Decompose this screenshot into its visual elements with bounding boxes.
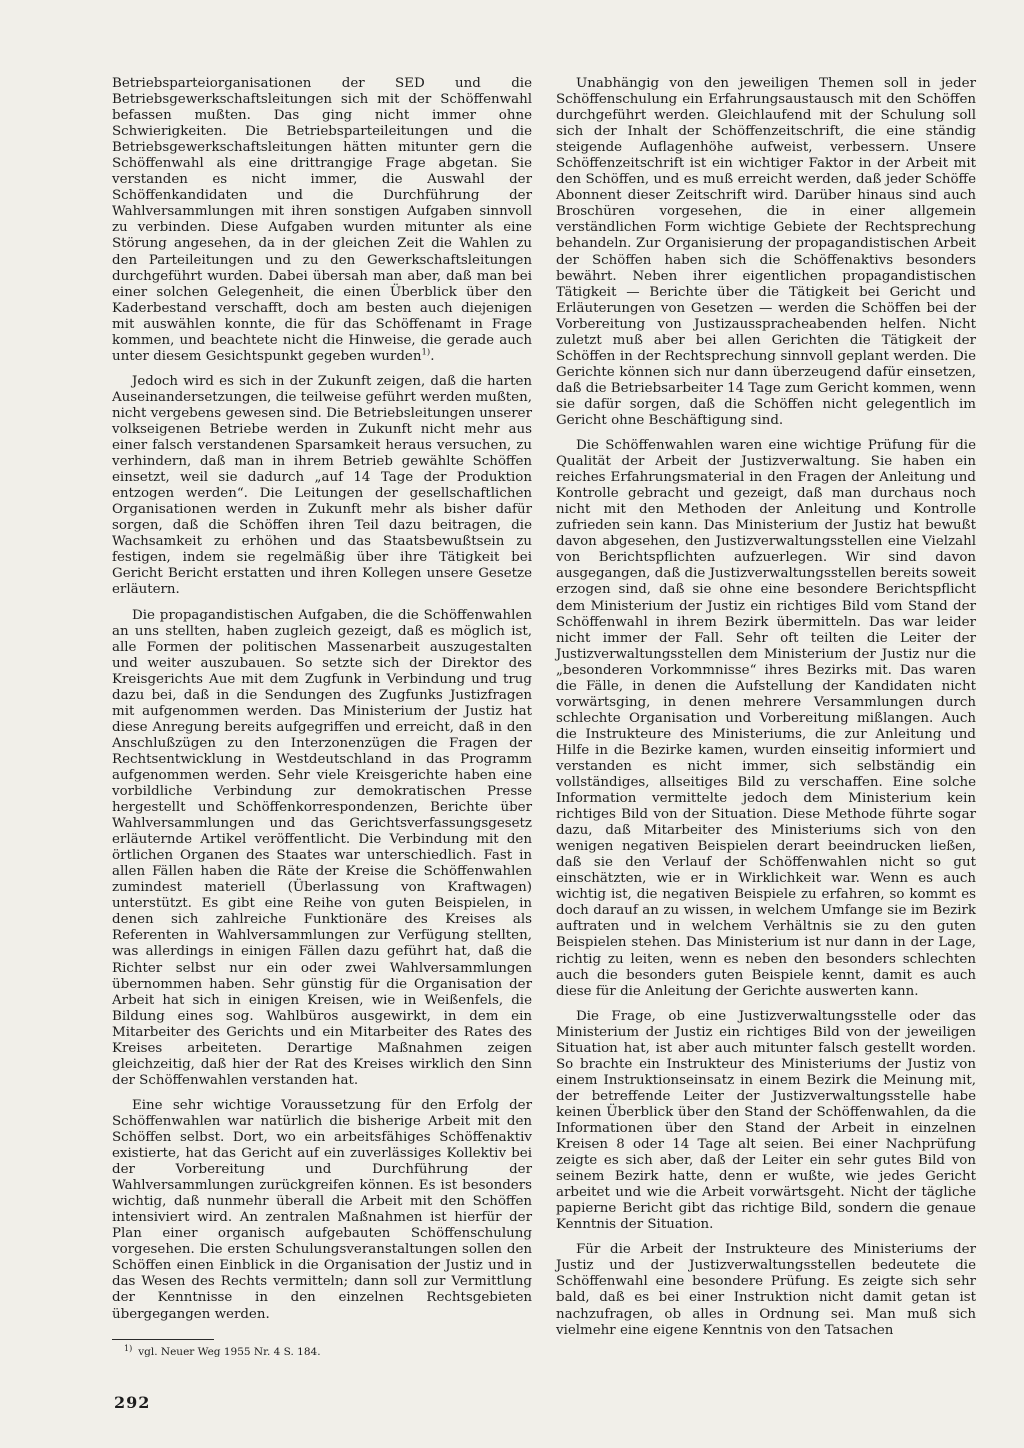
footnote-text: vgl. Neuer Weg 1955 Nr. 4 S. 184. <box>138 1346 321 1358</box>
paragraph: Die propagandistischen Aufgaben, die die Schöffenwahlen an uns stellten, haben zugleich gezeigt, daß es möglich ist, alle Formen der politischen Massenarbeit auszugestalten und weiter auszubauen. So setzte sich der Direktor des Kreisgerichts Aue mit dem Zugfunk in Verbindung und trug dazu bei, daß in die Sendungen des Zugfunks Justizfragen mit aufgenommen werden. Das Ministerium der Justiz hat diese Anregung bereits aufgegriffen und erreicht, daß in den Anschlußzügen zu den Interzonenzügen die Fragen der Rechtsentwicklung in Westdeutschland in das Programm aufgenommen werden. Sehr viele Kreisgerichte haben eine vorbildliche Verbindung zur demokratischen Presse hergestellt und Schöffenkorrespondenzen, Berichte über Wahlversammlungen und das Gerichtsverfassungsgesetz erläuternde Artikel veröffentlicht. Die Verbindung mit den örtlichen Organen des Staates war unterschiedlich. Fast in allen Fällen haben die Räte der Kreise die Schöffenwahlen zumindest materiell (Überlassung von Kraftwagen) unterstützt. Es gibt eine Reihe von guten Beispielen, in denen sich zahlreiche Funktionäre des Kreises als Referenten in Wahlversammlungen zur Verfügung stellten, was allerdings in einigen Fällen dazu geführt hat, daß die Richter selbst nur ein oder zwei Wahlversammlungen übernommen haben. Sehr günstig für die Organisation der Arbeit hat sich in einigen Kreisen, wie in Weißenfels, die Bildung eines sog. Wahlbüros ausgewirkt, in dem ein Mitarbeiter des Gerichts und ein Mitarbeiter des Rates des Kreises arbeiteten. Derartige Maßnahmen zeigen gleichzeitig, daß hier der Rat des Kreises wirklich den Sinn der Schöffenwahlen verstanden hat. <box>112 607 532 1088</box>
footnote-reference: 1) <box>421 347 431 358</box>
paragraph-text: Betriebsparteiorganisationen der SED und die Betriebsgewerkschaftsleitungen sich mit der Schöffenwahl befassen mußten. Das ging nicht immer ohne Schwierigkeiten. Die Betriebsparteileitungen und die Betriebsgewerkschaftsleitungen hätten mitunter gern die Schöffenwahl als eine drittrangige Frage abgetan. Sie verstanden es nicht immer, die Auswahl der Schöffenkandidaten und die Durchführung der Wahlversammlungen mit ihren sonstigen Aufgaben sinnvoll zu verbinden. Diese Aufgaben wurden mitunter als eine Störung angesehen, da in der gleichen Zeit die Wahlen zu den Parteileitungen und zu den Gewerkschaftsleitungen durchgeführt wurden. Dabei übersah man aber, daß man bei einer solchen Gelegenheit, die einen Überblick über den Kaderbestand verschafft, doch am besten auch diejenigen mit auswählen konnte, die für das Schöffenamt in Frage kommen, und beachtete nicht die Hinweise, die gerade auch unter diesem Gesichtspunkt gegeben wurden <box>112 76 532 364</box>
paragraph: Für die Arbeit der Instrukteure des Ministeriums der Justiz und der Justizverwaltungsstellen bedeutete die Schöffenwahl eine besondere Prüfung. Es zeigte sich sehr bald, daß es bei einer Instruktion nicht damit getan ist nachzufragen, ob alles in Ordnung sei. Man muß sich vielmehr eine eigene Kenntnis von den Tatsachen <box>556 1242 976 1338</box>
paragraph: Die Frage, ob eine Justizverwaltungsstelle oder das Ministerium der Justiz ein richtiges Bild von der jeweiligen Situation hat, ist aber auch mitunter falsch gestellt worden. So brachte ein Instrukteur des Ministeriums der Justiz von einem Instruktionseinsatz in einem Bezirk die Meinung mit, der betreffende Leiter der Justizverwaltungsstelle habe keinen Überblick über den Stand der Schöffenwahlen, da die Informationen über den Stand der Arbeit in einzelnen Kreisen 8 oder 14 Tage alt seien. Bei einer Nachprüfung zeigte es sich aber, daß der Leiter ein sehr gutes Bild von seinem Bezirk hatte, denn er wußte, wie jedes Gericht arbeitet und wie die Arbeit vorwärtsgeht. Nicht der tägliche papierne Bericht gibt das richtige Bild, sondern die genaue Kenntnis der Situation. <box>556 1008 976 1233</box>
footnote <box>124 1343 524 1359</box>
page-number: 292 <box>114 1393 151 1412</box>
footnote-divider <box>112 1339 214 1340</box>
paragraph: Jedoch wird es sich in der Zukunft zeigen, daß die harten Auseinandersetzungen, die teilweise geführt werden mußten, nicht vergebens gewesen sind. Die Betriebsleitungen unserer volkseigenen Betriebe werden in Zukunft nicht mehr aus einer falsch verstandenen Sparsamkeit heraus versuchen, zu verhindern, daß man in ihrem Betrieb gewählte Schöffen einsetzt, weil sie dadurch „auf 14 Tage der Produktion entzogen werden“. Die Leitungen der gesellschaftlichen Organisationen werden in Zukunft mehr als bisher dafür sorgen, daß die Schöffen ihren Teil dazu beitragen, die Wachsamkeit zu erhöhen und das Staatsbewußtsein zu festigen, indem sie regelmäßig über ihre Tätigkeit bei Gericht Bericht erstatten und ihren Kollegen unsere Gesetze erläutern. <box>112 373 532 598</box>
paragraph: Eine sehr wichtige Voraussetzung für den Erfolg der Schöffenwahlen war natürlich die bisherige Arbeit mit den Schöffen selbst. Dort, wo ein arbeitsfähiges Schöffenaktiv existierte, hat das Gericht auf ein zuverlässiges Kollektiv bei der Vorbereitung und Durchführung der Wahlversammlungen zurückgreifen können. Es ist besonders wichtig, daß nunmehr überall die Arbeit mit den Schöffen intensiviert wird. An zentralen Maßnahmen ist hierfür der Plan einer organisch aufgebauten Schöffenschulung vorgesehen. Die ersten Schulungsveranstaltungen sollen den Schöffen einen Einblick in die Organisation der Justiz und in das Wesen des Rechts vermitteln; dann soll zur Vermittlung der Kenntnisse in den einzelnen Rechtsgebieten übergegangen werden. <box>112 1097 532 1322</box>
footnote-mark: 1) <box>124 1343 133 1353</box>
paragraph: Betriebsparteiorganisationen der SED und die Betriebsgewerkschaftsleitungen sich mit der Schöffenwahl befassen mußten. Das ging nicht immer ohne Schwierigkeiten. Die Betriebsparteileitungen und die Betriebsgewerkschaftsleitungen hätten mitunter gern die Schöffenwahl als eine drittrangige Frage abgetan. Sie verstanden es nicht immer, die Auswahl der Schöffenkandidaten und die Durchführung der Wahlversammlungen mit ihren sonstigen Aufgaben sinnvoll zu verbinden. Diese Aufgaben wurden mitunter als eine Störung angesehen, da in der gleichen Zeit die Wahlen zu den Parteileitungen und zu den Gewerkschaftsleitungen durchgeführt wurden. Dabei übersah man aber, daß man bei einer solchen Gelegenheit, die einen Überblick über den Kaderbestand verschafft, doch am besten auch diejenigen mit auswählen konnte, die für das Schöffenamt in Frage kommen, und beachtete nicht die Hinweise, die gerade auch unter diesem Gesichtspunkt gegeben wurden$^{1)}$. <box>112 76 532 364</box>
left-text-column <box>112 76 532 1323</box>
paragraph: Unabhängig von den jeweiligen Themen soll in jeder Schöffenschulung ein Erfahrungsaustausch mit den Schöffen durchgeführt werden. Gleichlaufend mit der Schulung soll sich der Inhalt der Schöffenzeitschrift, die eine ständig steigende Auflagenhöhe aufweist, verbessern. Unsere Schöffenzeitschrift ist ein wichtiger Faktor in der Arbeit mit den Schöffen, und es muß erreicht werden, daß jeder Schöffe Abonnent dieser Zeitschrift wird. Darüber hinaus sind auch Broschüren vorgesehen, die in einer allgemein verständlichen Form wichtige Gebiete der Rechtsprechung behandeln. Zur Organisierung der propagandistischen Arbeit der Schöffen haben sich die Schöffenaktivs besonders bewährt. Neben ihrer eigentlichen propagandistischen Tätigkeit — Berichte über die Tätigkeit bei Gericht und Erläuterungen von Gesetzen — werden die Schöffen bei der Vorbereitung von Justizausspracheabenden helfen. Nicht zuletzt muß aber bei allen Gerichten die Tätigkeit der Schöffen in der Rechtsprechung sinnvoll geplant werden. Die Gerichte können sich nur dann überzeugend dafür einsetzen, daß die Betriebsarbeiter 14 Tage zum Gericht kommen, wenn sie dafür sorgen, daß die Schöffen nicht gelegentlich im Gericht ohne Beschäftigung sind. <box>556 76 977 428</box>
right-text-column <box>556 76 976 1339</box>
paragraph: Die Schöffenwahlen waren eine wichtige Prüfung für die Qualität der Arbeit der Justizverwaltung. Sie haben ein reiches Erfahrungsmaterial in den Fragen der Anleitung und Kontrolle gebracht und gezeigt, daß man durchaus noch nicht mit den Methoden der Anleitung und Kontrolle zufrieden sein kann. Das Ministerium der Justiz hat bewußt davon abgesehen, den Justizverwaltungsstellen eine Vielzahl von Berichtspflichten aufzuerlegen. Wir sind davon ausgegangen, daß die Justizverwaltungsstellen bereits soweit erzogen sind, daß sie ohne eine besondere Berichtspflicht dem Ministerium der Justiz ein richtiges Bild vom Stand der Schöffenwahl in ihrem Bezirk übermitteln. Das war leider nicht immer der Fall. Sehr oft teilten die Leiter der Justizverwaltungsstellen dem Ministerium der Justiz nur die „besonderen Vorkommnisse“ ihres Bezirks mit. Das waren die Fälle, in denen die Aufstellung der Kandidaten nicht vorwärtsging, in denen mehrere Versammlungen durch schlechte Organisation und Vorbereitung mißlangen. Auch die Instrukteure des Ministeriums, die zur Anleitung und Hilfe in die Bezirke kamen, wurden einseitig informiert und verstanden es nicht immer, sich selbständig ein vollständiges, allseitiges Bild zu verschaffen. Eine solche Information vermittelte jedoch dem Ministerium kein richtiges Bild von der Situation. Diese Methode führte sogar dazu, daß Mitarbeiter des Ministeriums sich von den wenigen negativen Beispielen derart beeindrucken ließen, daß sie den Verlauf der Schöffenwahlen nicht so gut einschätzten, wie er in Wirklichkeit war. Wenn es auch wichtig ist, die negativen Beispiele zu erfahren, so kommt es doch darauf an zu wissen, in welchem Umfange sie im Bezirk auftraten und in welchem Verhältnis sie zu den guten Beispielen stehen. Das Ministerium ist nur dann in der Lage, richtig zu leiten, wenn es neben den besonders schlechten auch die besonders guten Beispiele kennt, damit es auch diese für die Anleitung der Gerichte auswerten kann. <box>556 438 977 999</box>
